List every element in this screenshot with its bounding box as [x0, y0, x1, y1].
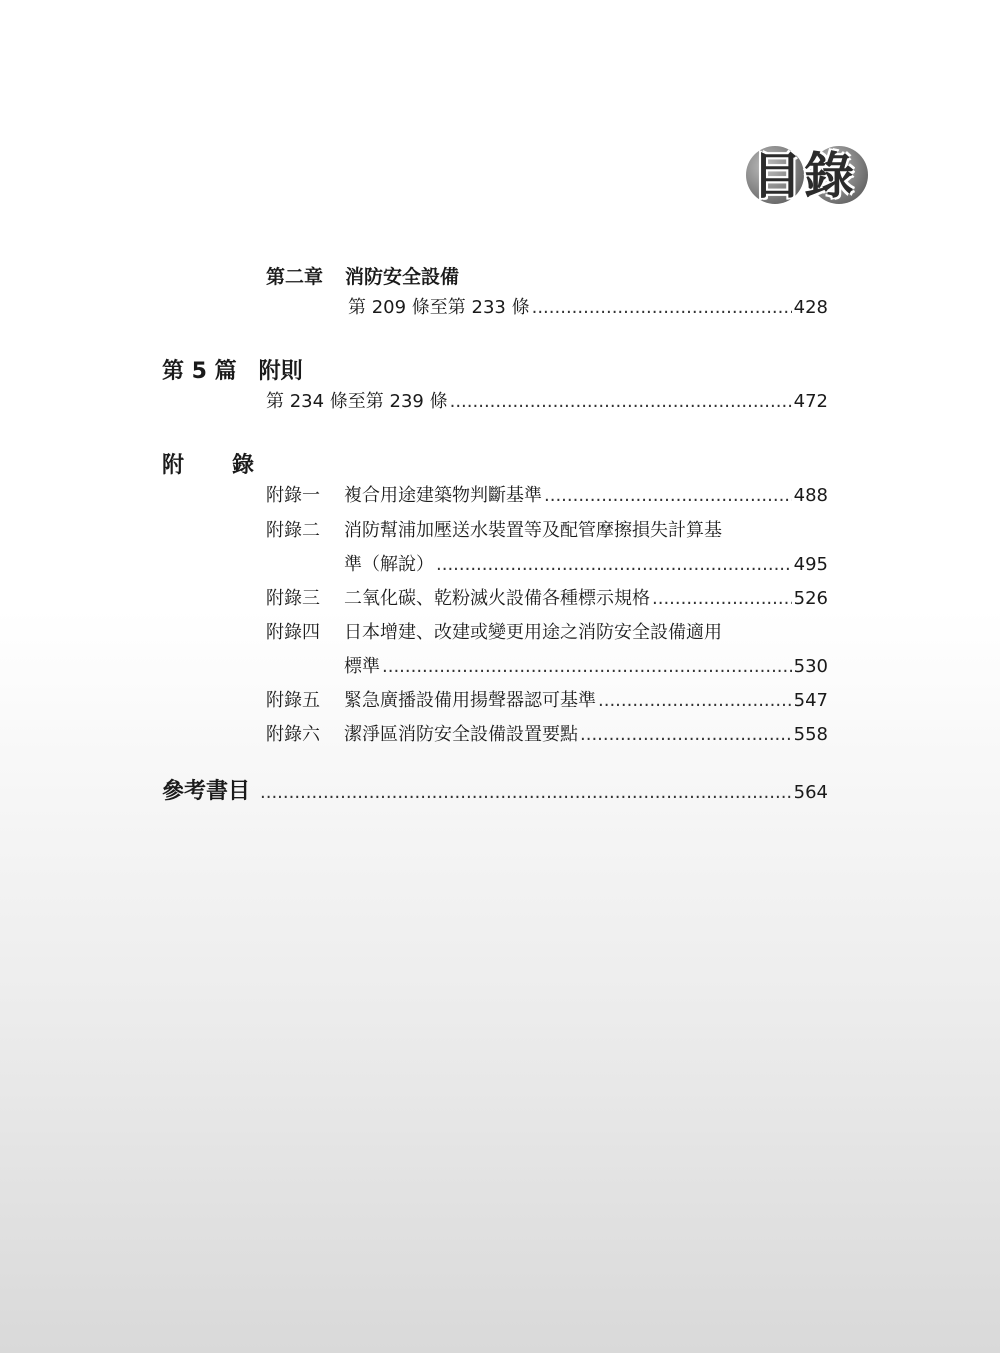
leader-dots	[450, 390, 792, 414]
leader-dots	[436, 553, 792, 577]
page-number: 472	[793, 391, 828, 412]
chapter-heading	[266, 262, 459, 289]
appendix-number: 附錄四	[266, 622, 320, 643]
page-number: 428	[793, 297, 828, 318]
appendix-title: 二氧化碳、乾粉滅火設備各種標示規格	[344, 588, 650, 609]
page-number: 547	[793, 690, 828, 711]
part-heading	[162, 354, 303, 385]
part-label: 第 5 篇	[162, 359, 237, 384]
appendix-title: 潔淨區消防安全設備設置要點	[344, 724, 578, 745]
appendix-label-a: 附	[162, 453, 185, 478]
appendix-entry[interactable]	[266, 723, 828, 747]
entry-text: 第 234 條至第 239 條	[266, 391, 448, 412]
appendix-title: 日本增建、改建或變更用途之消防安全設備適用	[344, 622, 722, 643]
appendix-entry[interactable]	[266, 621, 828, 645]
appendix-number: 附錄一	[266, 485, 320, 506]
leader-dots	[580, 723, 792, 747]
leader-dots	[382, 655, 792, 679]
appendix-heading	[162, 448, 254, 479]
leader-dots	[544, 484, 792, 508]
appendix-title: 複合用途建築物判斷基準	[344, 485, 542, 506]
leader-dots	[598, 689, 792, 713]
appendix-number: 附錄六	[266, 724, 320, 745]
appendix-entry[interactable]	[266, 484, 828, 508]
part-title: 附則	[258, 359, 303, 384]
page-number: 495	[793, 554, 828, 575]
appendix-entry[interactable]	[266, 519, 828, 543]
leader-dots	[652, 587, 792, 611]
references-entry[interactable]	[162, 780, 828, 805]
appendix-entry[interactable]	[266, 587, 828, 611]
appendix-entry[interactable]	[266, 689, 828, 713]
page-number: 530	[793, 656, 828, 677]
appendix-number: 附錄三	[266, 588, 320, 609]
leader-dots	[260, 781, 792, 805]
appendix-number: 附錄二	[266, 520, 320, 541]
entry-text: 第 209 條至第 233 條	[348, 297, 530, 318]
leader-dots	[532, 296, 792, 320]
toc-entry[interactable]	[348, 296, 828, 320]
appendix-number: 附錄五	[266, 690, 320, 711]
chapter-title: 消防安全設備	[345, 266, 460, 288]
chapter-label: 第二章	[266, 266, 324, 288]
appendix-entry-continuation[interactable]	[344, 553, 828, 577]
page-number: 564	[793, 782, 828, 803]
appendix-title-continuation: 標準	[344, 656, 380, 677]
appendix-title-continuation: 準（解說）	[344, 554, 434, 575]
appendix-entry-continuation[interactable]	[344, 655, 828, 679]
page-number: 526	[793, 588, 828, 609]
appendix-title: 消防幫浦加壓送水裝置等及配管摩擦損失計算基	[344, 520, 722, 541]
references-title: 參考書目	[162, 779, 251, 804]
appendix-label-b: 錄	[232, 453, 255, 478]
toc-title: 目錄	[752, 147, 856, 205]
toc-entry[interactable]	[266, 390, 828, 414]
page-number: 558	[793, 724, 828, 745]
page-number: 488	[793, 485, 828, 506]
toc-heading	[742, 140, 872, 210]
appendix-title: 緊急廣播設備用揚聲器認可基準	[344, 690, 596, 711]
